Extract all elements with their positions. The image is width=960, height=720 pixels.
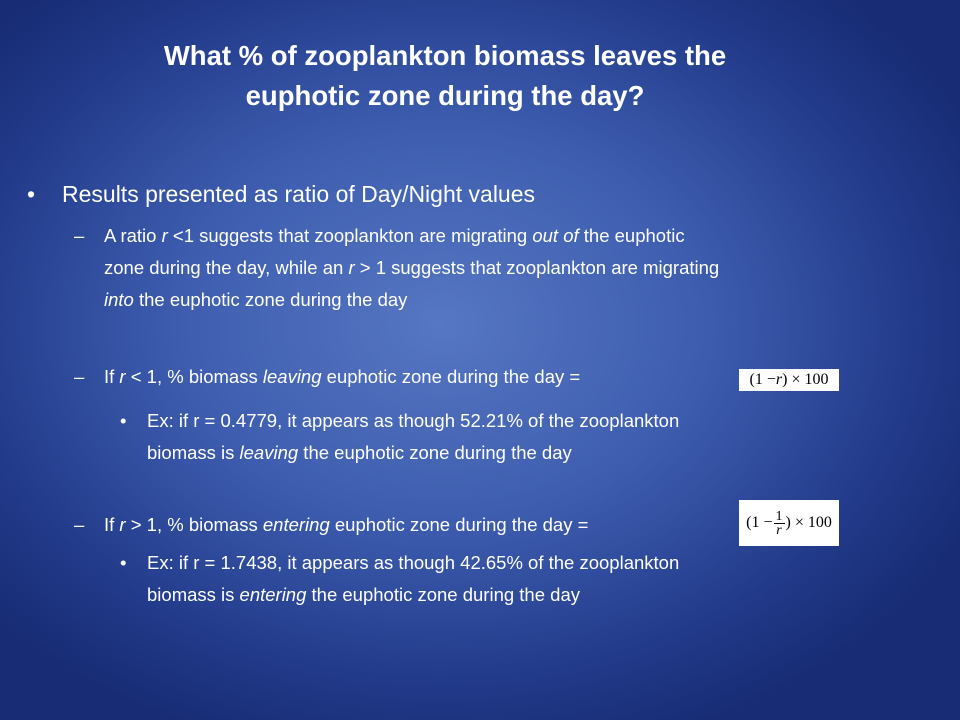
fraction-numerator: 1 [775,508,783,524]
text-run: the euphotic zone during the day [298,442,572,463]
sub-bullet-1-line-3 [104,284,719,316]
example-1-text [147,405,679,469]
variable-r: r [119,514,126,535]
fraction-denominator: r [776,522,782,538]
text-run: > 1 suggests that zooplankton are migrating [354,257,720,278]
text-run: If [104,514,120,535]
text-run: zone during the day, while an [104,257,349,278]
text-run: <1 suggests that zooplankton are migrating [167,225,533,246]
text-run: < 1, % biomass [125,366,263,387]
sub-bullet-1-text [104,220,719,316]
main-bullet-text: Results presented as ratio of Day/Night values [62,181,536,207]
formula-fraction [774,510,785,537]
slide-title [60,36,830,116]
variable-r: r [119,366,126,387]
sub-bullet-3-text [104,509,588,541]
emphasis-leaving: leaving [262,366,322,387]
sub-bullet-1-dash: – [74,225,85,246]
formula-part: ) × 100 [785,514,832,531]
formula-leaving [739,369,839,391]
text-run: euphotic zone during the day = [329,514,589,535]
example-2-text [147,547,679,611]
sub-bullet-1-line-2 [104,252,719,284]
text-run: A ratio [104,225,162,246]
main-bullet-symbol: • [27,181,36,207]
emphasis-leaving: leaving [239,442,299,463]
slide-title-line-1: What % of zooplankton biomass leaves the [163,40,727,71]
text-run: > 1, % biomass [125,514,263,535]
formula-part: (1 − [746,514,773,531]
example-2-line-1: Ex: if r = 1.7438, it appears as though 42.65% of the zooplankton [147,552,680,573]
emphasis-out-of: out of [532,225,579,246]
text-run: the euphotic [578,225,685,246]
sub-bullet-2-text [104,361,580,393]
formula-variable: r [775,371,783,388]
sub-bullet-2-dash: – [74,366,85,387]
formula-part: ) × 100 [782,371,829,388]
emphasis-entering: entering [262,514,330,535]
example-2-bullet: • [120,552,127,573]
text-run: biomass is [147,584,240,605]
example-1-line-2 [147,437,679,469]
emphasis-into: into [104,289,134,310]
text-run: euphotic zone during the day = [321,366,581,387]
sub-bullet-1-line-1 [104,220,719,252]
sub-bullet-3-dash: – [74,514,85,535]
example-2-line-2 [147,579,679,611]
example-1-line-1: Ex: if r = 0.4779, it appears as though 52.21% of the zooplankton [147,410,680,431]
text-run: the euphotic zone during the day [306,584,580,605]
example-1-bullet: • [120,410,127,431]
text-run: If [104,366,120,387]
slide-title-line-2: euphotic zone during the day? [245,80,645,111]
variable-r: r [348,257,355,278]
formula-entering [739,500,839,546]
text-run: the euphotic zone during the day [133,289,408,310]
text-run: biomass is [147,442,240,463]
emphasis-entering: entering [239,584,307,605]
formula-part: (1 − [749,371,776,388]
variable-r: r [161,225,168,246]
